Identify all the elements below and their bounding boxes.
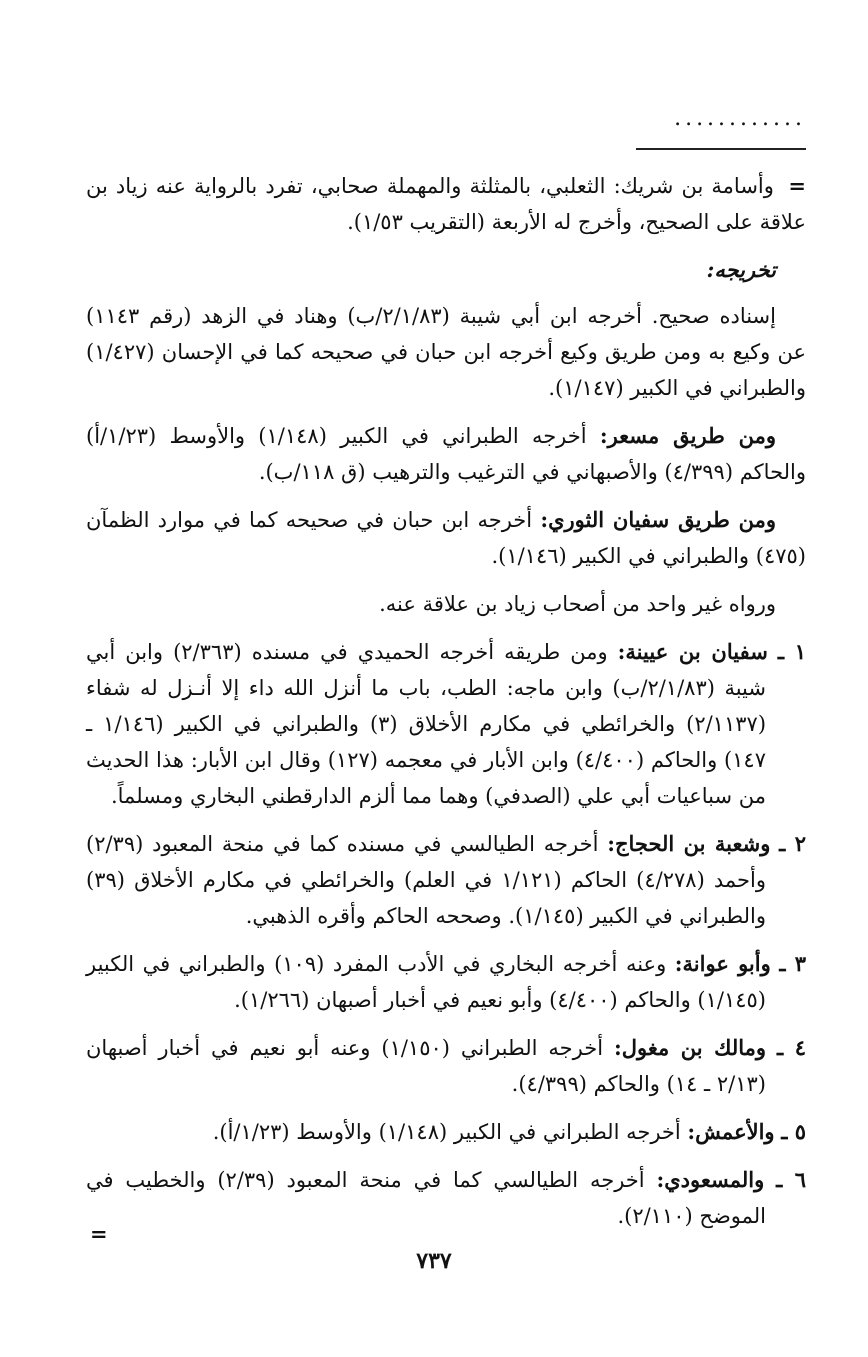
biography-text: وأسامة بن شريك: الثعلبي، بالمثلثة والمهملة صحابي، تفرد بالرواية عنه زياد بن علاقة على الصحيح، وأخرج له الأربعة (التقريب ١/٥٣).: [86, 174, 806, 234]
item-number: ٢ ـ: [779, 831, 806, 856]
page-number: ٧٣٧: [416, 1248, 452, 1274]
footnote-rule: [636, 148, 806, 150]
item-text: ومن طريقه أخرجه الحميدي في مسنده (٢/٣٦٣) وابن أبي شيبة (٢/١/٨٣/ب) وابن ماجه: الطب، باب ما أنزل الله داء إلا أنـزل له شفاء (٢/١١٣٧) والخرائطي في مكارم الأخلاق (٣) والطبراني في الكبير (١/١٤٦ ـ ١٤٧) والحاكم (٤/٤٠٠) وابن الأبار في معجمه (١٢٧) وقال ابن الأبار: هذا الحديث من سباعيات أبي علي (الصدفي) وهما مما ألزم الدارقطني البخاري ومسلماً.: [86, 640, 767, 808]
list-item: [86, 634, 806, 814]
item-text: أخرجه الطيالسي في مسنده كما في منحة المعبود (٢/٣٩) وأحمد (٤/٢٧٨) الحاكم (١/١٢١ في العلم) والخرائطي في مكارم الأخلاق (٣٩) والطبراني في الكبير (١/١٤٥). وصححه الحاكم وأقره الذهبي.: [86, 832, 767, 928]
takhrij-heading: تخريجه:: [706, 257, 776, 282]
list-item: [86, 1114, 806, 1150]
misar-label: ومن طريق مسعر:: [599, 423, 777, 448]
item-number: ٤ ـ: [776, 1035, 806, 1060]
thawri-label: ومن طريق سفيان الثوري:: [540, 507, 776, 532]
item-label: ومالك بن مغول:: [613, 1035, 767, 1060]
list-item: [86, 1030, 806, 1102]
misar-paragraph: [86, 418, 806, 490]
list-item: [86, 826, 806, 934]
continuation-marker: =: [788, 173, 806, 198]
item-number: ٥ ـ: [781, 1119, 806, 1144]
item-text: أخرجه الطبراني (١/١٥٠) وعنه أبو نعيم في أخبار أصبهان (٢/١٣ ـ ١٤) والحاكم (٤/٣٩٩).: [86, 1036, 766, 1096]
item-number: ١ ـ: [777, 639, 806, 664]
thawri-text: أخرجه ابن حبان في صحيحه كما في موارد الظمآن (٤٧٥) والطبراني في الكبير (١/١٤٦).: [86, 508, 806, 568]
item-text: وعنه أخرجه البخاري في الأدب المفرد (١٠٩) والطبراني في الكبير (١/١٤٥) والحاكم (٤/٤٠٠) وأبو نعيم في أخبار أصبهان (١/٢٦٦).: [86, 952, 766, 1012]
item-label: والمسعودي:: [656, 1167, 765, 1192]
item-label: وأبو عوانة:: [674, 951, 771, 976]
item-text: أخرجه الطبراني في الكبير (١/١٤٨) والأوسط (١/٢٣/أ).: [212, 1120, 688, 1144]
continuation-marker-end: =: [90, 1221, 108, 1246]
item-number: ٦ ـ: [776, 1167, 806, 1192]
separator-dots: ............: [674, 106, 806, 131]
misar-text: أخرجه الطبراني في الكبير (١/١٤٨) والأوسط (١/٢٣/أ) والحاكم (٤/٣٩٩) والأصبهاني في الترغيب والترهيب (ق ١١٨/ب).: [86, 424, 806, 484]
item-label: وشعبة بن الحجاج:: [607, 831, 771, 856]
biography-paragraph: [86, 168, 806, 240]
list-item: [86, 946, 806, 1018]
thawri-paragraph: [86, 502, 806, 574]
isnad-paragraph: إسناده صحيح. أخرجه ابن أبي شيبة (٢/١/٨٣/ب) وهناد في الزهد (رقم ١١٤٣) عن وكيع به ومن طريق وكيع أخرجه ابن حبان في صحيحه كما في الإحسان (١/٤٢٧) والطبراني في الكبير (١/١٤٧).: [86, 304, 806, 400]
rawahu-paragraph: ورواه غير واحد من أصحاب زياد بن علاقة عنه.: [379, 592, 776, 616]
item-label: والأعمش:: [687, 1119, 775, 1144]
item-text: أخرجه الطيالسي كما في منحة المعبود (٢/٣٩) والخطيب في الموضح (٢/١١٠).: [86, 1168, 766, 1228]
item-number: ٣ ـ: [779, 951, 806, 976]
item-label: سفيان بن عيينة:: [617, 639, 768, 664]
